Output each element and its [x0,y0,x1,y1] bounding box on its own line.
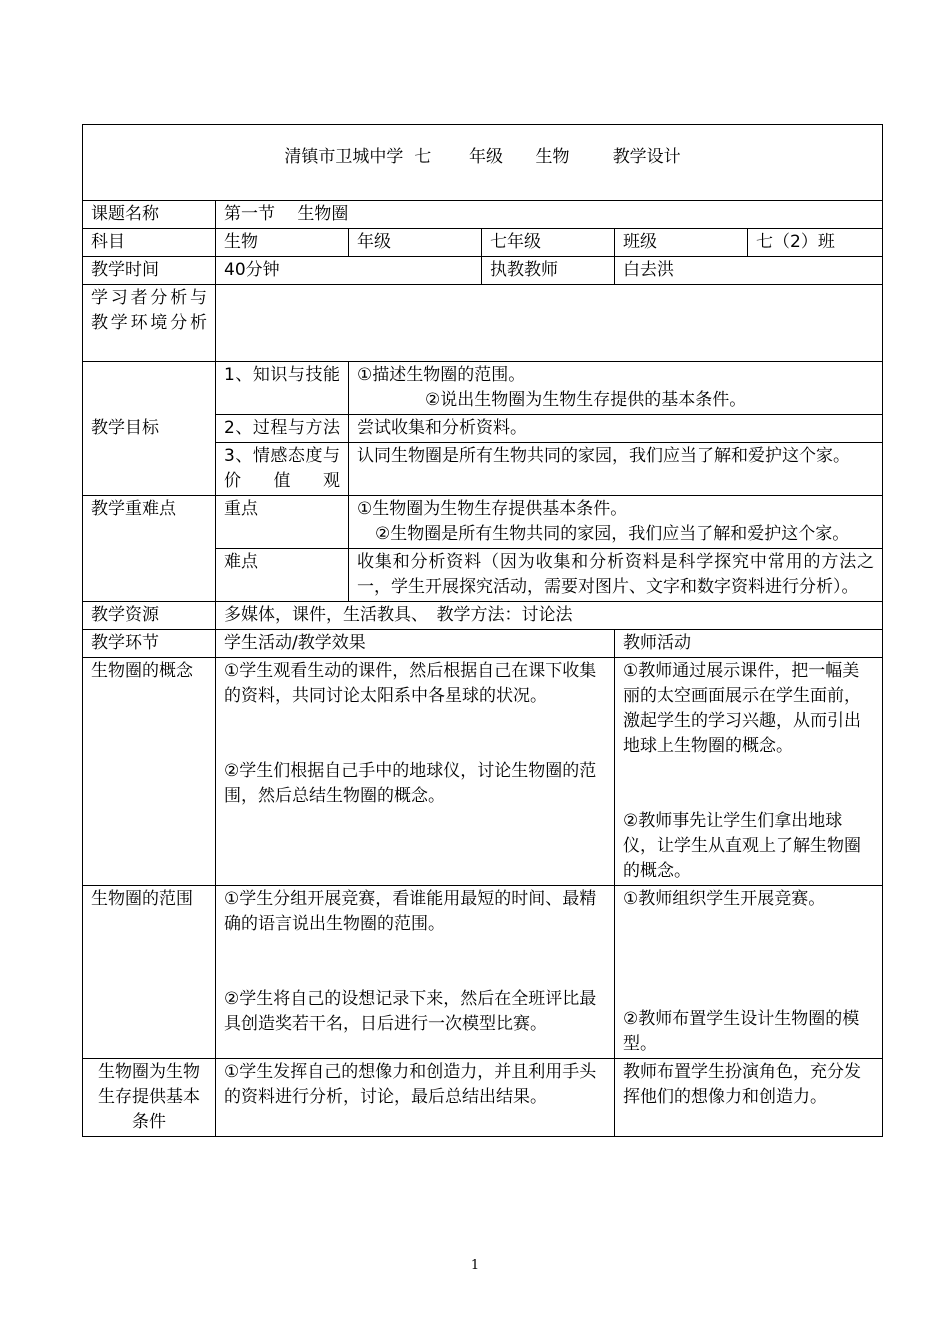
objective-name-3: 3、情感态度与价值观 [216,443,349,496]
stage-name-2: 生物圈的范围 [83,886,216,1059]
stage-2-teacher-p1: ①教师组织学生开展竞赛。 [623,889,826,909]
stage-name-1: 生物圈的概念 [83,658,216,886]
teacher-value: 白去洪 [615,257,883,285]
resources-label: 教学资源 [83,602,216,630]
stage-1-student-p2: ②学生们根据自己手中的地球仪，讨论生物圈的范围，然后总结生物圈的概念。 [224,761,597,806]
teacher-header: 教师活动 [615,630,883,658]
subject-label: 科目 [83,229,216,257]
stage-1-student [216,658,615,886]
objective-content-1 [349,362,883,415]
stage-2-teacher [615,886,883,1059]
stage-1-teacher-p2: ②教师事先让学生们拿出地球仪，让学生从直观上了解生物圈的概念。 [623,811,861,881]
stage-1-teacher-p1: ①教师通过展示课件，把一幅美丽的太空画面展示在学生面前，激起学生的学习兴趣，从而引出地球上生物圈的概念。 [623,661,861,756]
stage-2-student-p2: ②学生将自己的设想记录下来，然后在全班评比最具创造奖若干名，日后进行一次模型比赛。 [224,989,597,1034]
course-name-value: 第一节 生物圈 [216,201,883,229]
grade-value: 七 [414,147,432,167]
doc-type: 教学设计 [612,147,681,167]
stage-3-student-p1: ①学生发挥自己的想像力和创造力，并且利用手头的资料进行分析，讨论，最后总结出结果。 [224,1062,597,1107]
grade-label: 年级 [349,229,482,257]
resources-value: 多媒体，课件，生活教具、 教学方法：讨论法 [216,602,883,630]
teacher-label: 执教教师 [482,257,615,285]
subject-title: 生物 [535,147,570,167]
objective-3-line-1: 认同生物圈是所有生物共同的家园，我们应当了解和爱护这个家。 [357,446,850,466]
grade-cell-value: 七年级 [482,229,615,257]
objective-1-line-2: ②说出生物圈为生物生存提供的基本条件。 [425,390,747,410]
class-value: 七（2）班 [748,229,883,257]
stage-3-teacher-p1: 教师布置学生扮演角色，充分发挥他们的想像力和创造力。 [623,1062,861,1107]
key-line-1: ①生物圈为生物生存提供基本条件。 [357,499,628,519]
page-number: 1 [470,1258,480,1273]
stage-1-student-p1: ①学生观看生动的课件，然后根据自己在课下收集的资料，共同讨论太阳系中各星球的状况。 [224,661,597,706]
stage-2-student [216,886,615,1059]
key-content [349,496,883,549]
stage-2-teacher-p2: ②教师布置学生设计生物圈的模型。 [623,1009,860,1054]
student-header: 学生活动/教学效果 [216,630,615,658]
stage-3-student [216,1059,615,1137]
objective-content-3 [349,443,883,496]
time-value: 40分钟 [216,257,482,285]
time-label: 教学时间 [83,257,216,285]
stage-name-3: 生物圈为生物生存提供基本条件 [83,1059,216,1137]
class-label: 班级 [615,229,748,257]
grade-unit: 年级 [469,147,504,167]
learner-analysis-label: 学习者分析与教学环境分析 [83,285,216,362]
objective-2-line-1: 尝试收集和分析资料。 [357,418,527,438]
school-name: 清镇市卫城中学 [284,147,404,167]
objective-1-line-1: ①描述生物圈的范围。 [357,365,526,385]
objective-name-1: 1、知识与技能 [216,362,349,415]
key-line-2: ②生物圈是所有生物共同的家园，我们应当了解和爱护这个家。 [375,524,850,544]
course-name-label: 课题名称 [83,201,216,229]
lesson-plan-table [82,124,882,1137]
difficult-content: 收集和分析资料（因为收集和分析资料是科学探究中常用的方法之一，学生开展探究活动，需要对图片、文字和数字资料进行分析）。 [349,549,883,602]
stage-2-student-p1: ①学生分组开展竞赛，看谁能用最短的时间、最精确的语言说出生物圈的范围。 [224,889,597,934]
learner-analysis-value [216,285,883,362]
document-title [83,125,883,201]
difficult-label: 难点 [216,549,349,602]
key-points-label: 教学重难点 [83,496,216,602]
key-label: 重点 [216,496,349,549]
objective-name-2: 2、过程与方法 [216,415,349,443]
stage-header: 教学环节 [83,630,216,658]
stage-3-teacher [615,1059,883,1137]
objective-content-2 [349,415,883,443]
objectives-label: 教学目标 [83,362,216,496]
subject-value: 生物 [216,229,349,257]
stage-1-teacher [615,658,883,886]
